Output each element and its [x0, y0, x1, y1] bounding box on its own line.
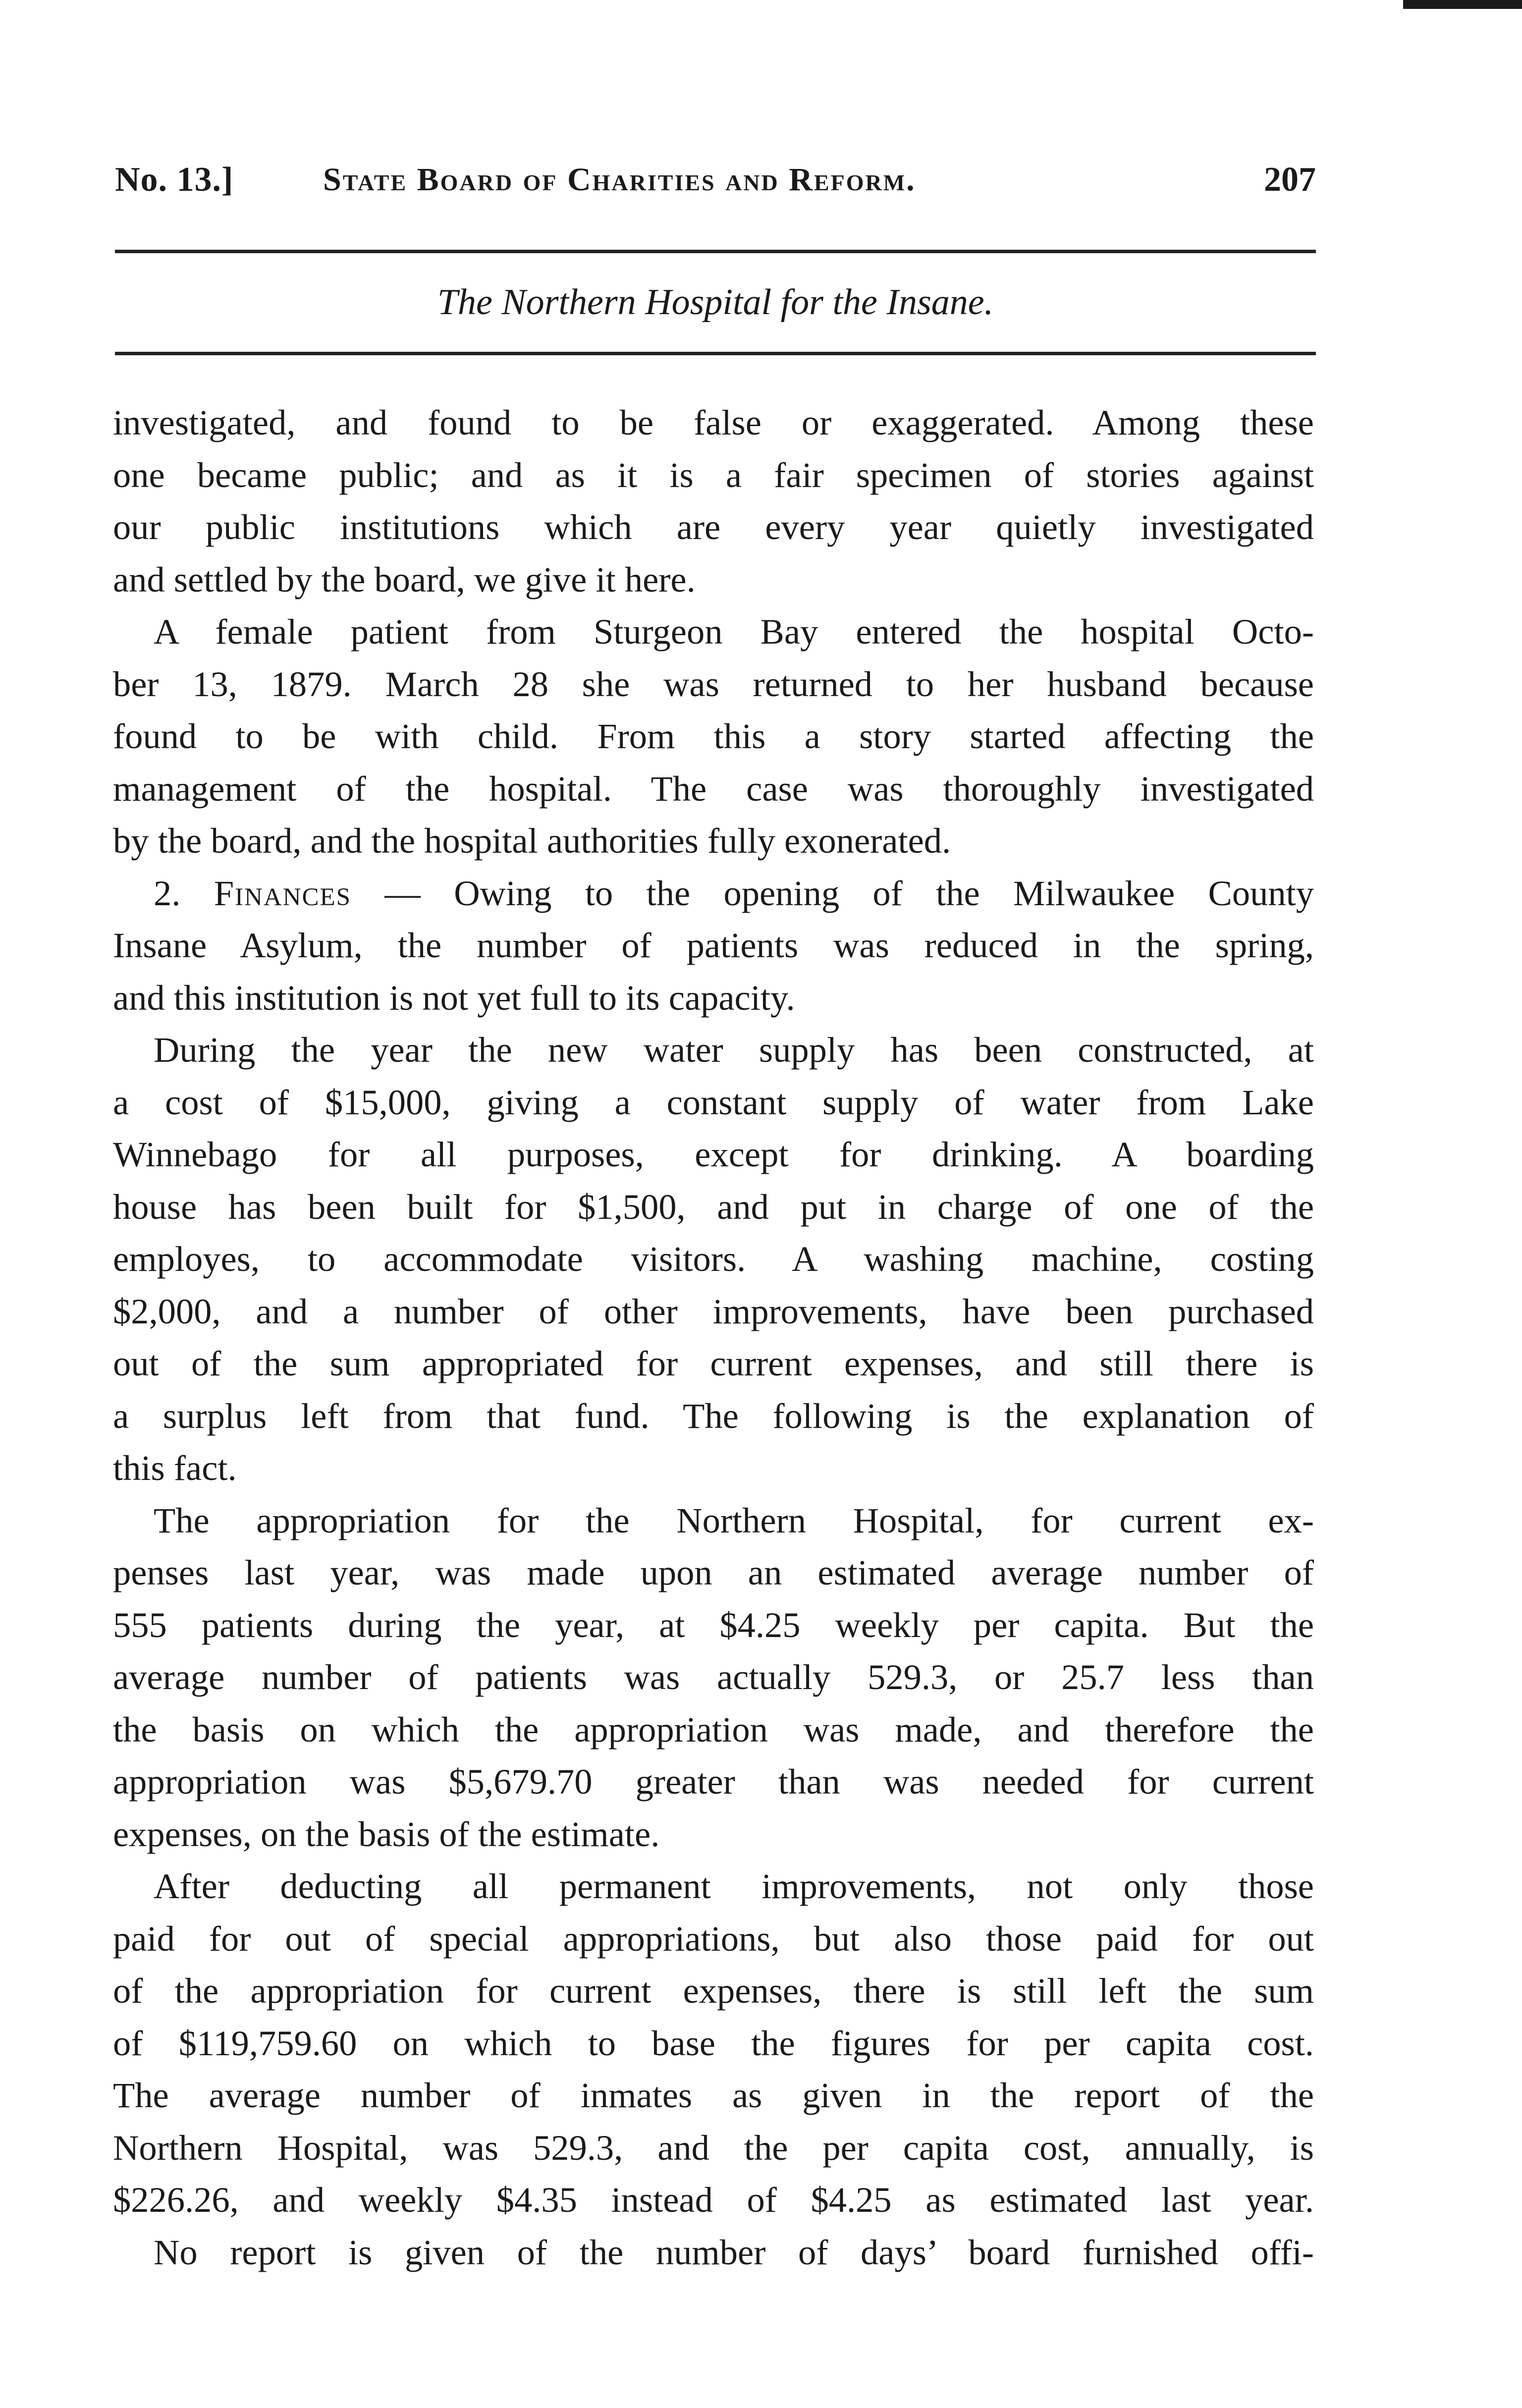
text-line: investigated, and found to be false or exaggerated. Among these	[113, 402, 1314, 442]
text-line: No report is given of the number of days’ board furnished offi-	[154, 2232, 1314, 2272]
body-text	[113, 396, 1314, 2278]
text-line: found to be with child. From this a story started affecting the	[113, 716, 1314, 756]
section-subhead: The Northern Hospital for the Insane.	[437, 282, 994, 323]
scan-edge-mark	[1403, 0, 1522, 9]
section-heading: Finances	[214, 873, 352, 913]
text-line: and settled by the board, we give it here.	[113, 559, 696, 600]
text-run: — Owing to the opening of the Milwaukee County	[351, 873, 1314, 913]
text-line: paid for out of special appropriations, but also those paid for out	[113, 1918, 1314, 1959]
text-line: Northern Hospital, was 529.3, and the per capita cost, annually, is	[113, 2127, 1314, 2168]
header-rule-bottom	[115, 352, 1316, 355]
running-head-title: State Board of Charities and Reform.	[323, 162, 916, 198]
text-line: employes, to accommodate visitors. A washing machine, costing	[113, 1239, 1314, 1279]
text-line: After deducting all permanent improvements, not only those	[154, 1866, 1314, 1906]
text-line: the basis on which the appropriation was made, and therefore the	[113, 1709, 1314, 1750]
text-line: ber 13, 1879. March 28 she was returned to her husband because	[113, 663, 1314, 704]
text-line: out of the sum appropriated for current expenses, and still there is	[113, 1343, 1314, 1383]
text-line: 555 patients during the year, at $4.25 weekly per capita. But the	[113, 1604, 1314, 1645]
section-number: 2.	[154, 873, 181, 913]
text-line: of the appropriation for current expenses, there is still left the sum	[113, 1970, 1314, 2011]
text-line: house has been built for $1,500, and put in charge of one of the	[113, 1186, 1314, 1227]
running-head	[115, 158, 1316, 202]
text-line: our public institutions which are every year quietly investigated	[113, 507, 1314, 547]
text-line: The appropriation for the Northern Hospital, for current ex-	[154, 1500, 1314, 1540]
text-line: appropriation was $5,679.70 greater than was needed for current	[113, 1761, 1314, 1802]
text-line: a surplus left from that fund. The following is the explanation of	[113, 1395, 1314, 1436]
finances-heading-line	[113, 867, 1314, 920]
text-line: The average number of inmates as given in the report of the	[113, 2075, 1314, 2115]
text-line: During the year the new water supply has been constructed, at	[154, 1030, 1314, 1070]
text-line: a cost of $15,000, giving a constant supply of water from Lake	[113, 1082, 1314, 1122]
header-rule-top	[115, 250, 1316, 253]
text-line: this fact.	[113, 1448, 237, 1488]
text-line: $2,000, and a number of other improvements, have been purchased	[113, 1291, 1314, 1331]
text-line: $226.26, and weekly $4.35 instead of $4.25 as estimated last year.	[113, 2180, 1314, 2220]
text-line: Winnebago for all purposes, except for drinking. A boarding	[113, 1134, 1314, 1174]
text-line: expenses, on the basis of the estimate.	[113, 1813, 660, 1854]
text-line: A female patient from Sturgeon Bay entered the hospital Octo-	[154, 611, 1314, 652]
text-line: one became public; and as it is a fair specimen of stories against	[113, 454, 1314, 495]
document-number: No. 13.]	[115, 161, 234, 199]
text-line: penses last year, was made upon an estimated average number of	[113, 1552, 1314, 1592]
text-line: average number of patients was actually 529.3, or 25.7 less than	[113, 1657, 1314, 1697]
text-line: by the board, and the hospital authorities fully exonerated.	[113, 821, 951, 861]
text-line: of $119,759.60 on which to base the figures for per capita cost.	[113, 2023, 1314, 2063]
text-line: management of the hospital. The case was thoroughly investigated	[113, 768, 1314, 809]
text-line: Insane Asylum, the number of patients was reduced in the spring,	[113, 925, 1314, 965]
page-number: 207	[1264, 161, 1316, 199]
text-line: and this institution is not yet full to its capacity.	[113, 977, 795, 1018]
